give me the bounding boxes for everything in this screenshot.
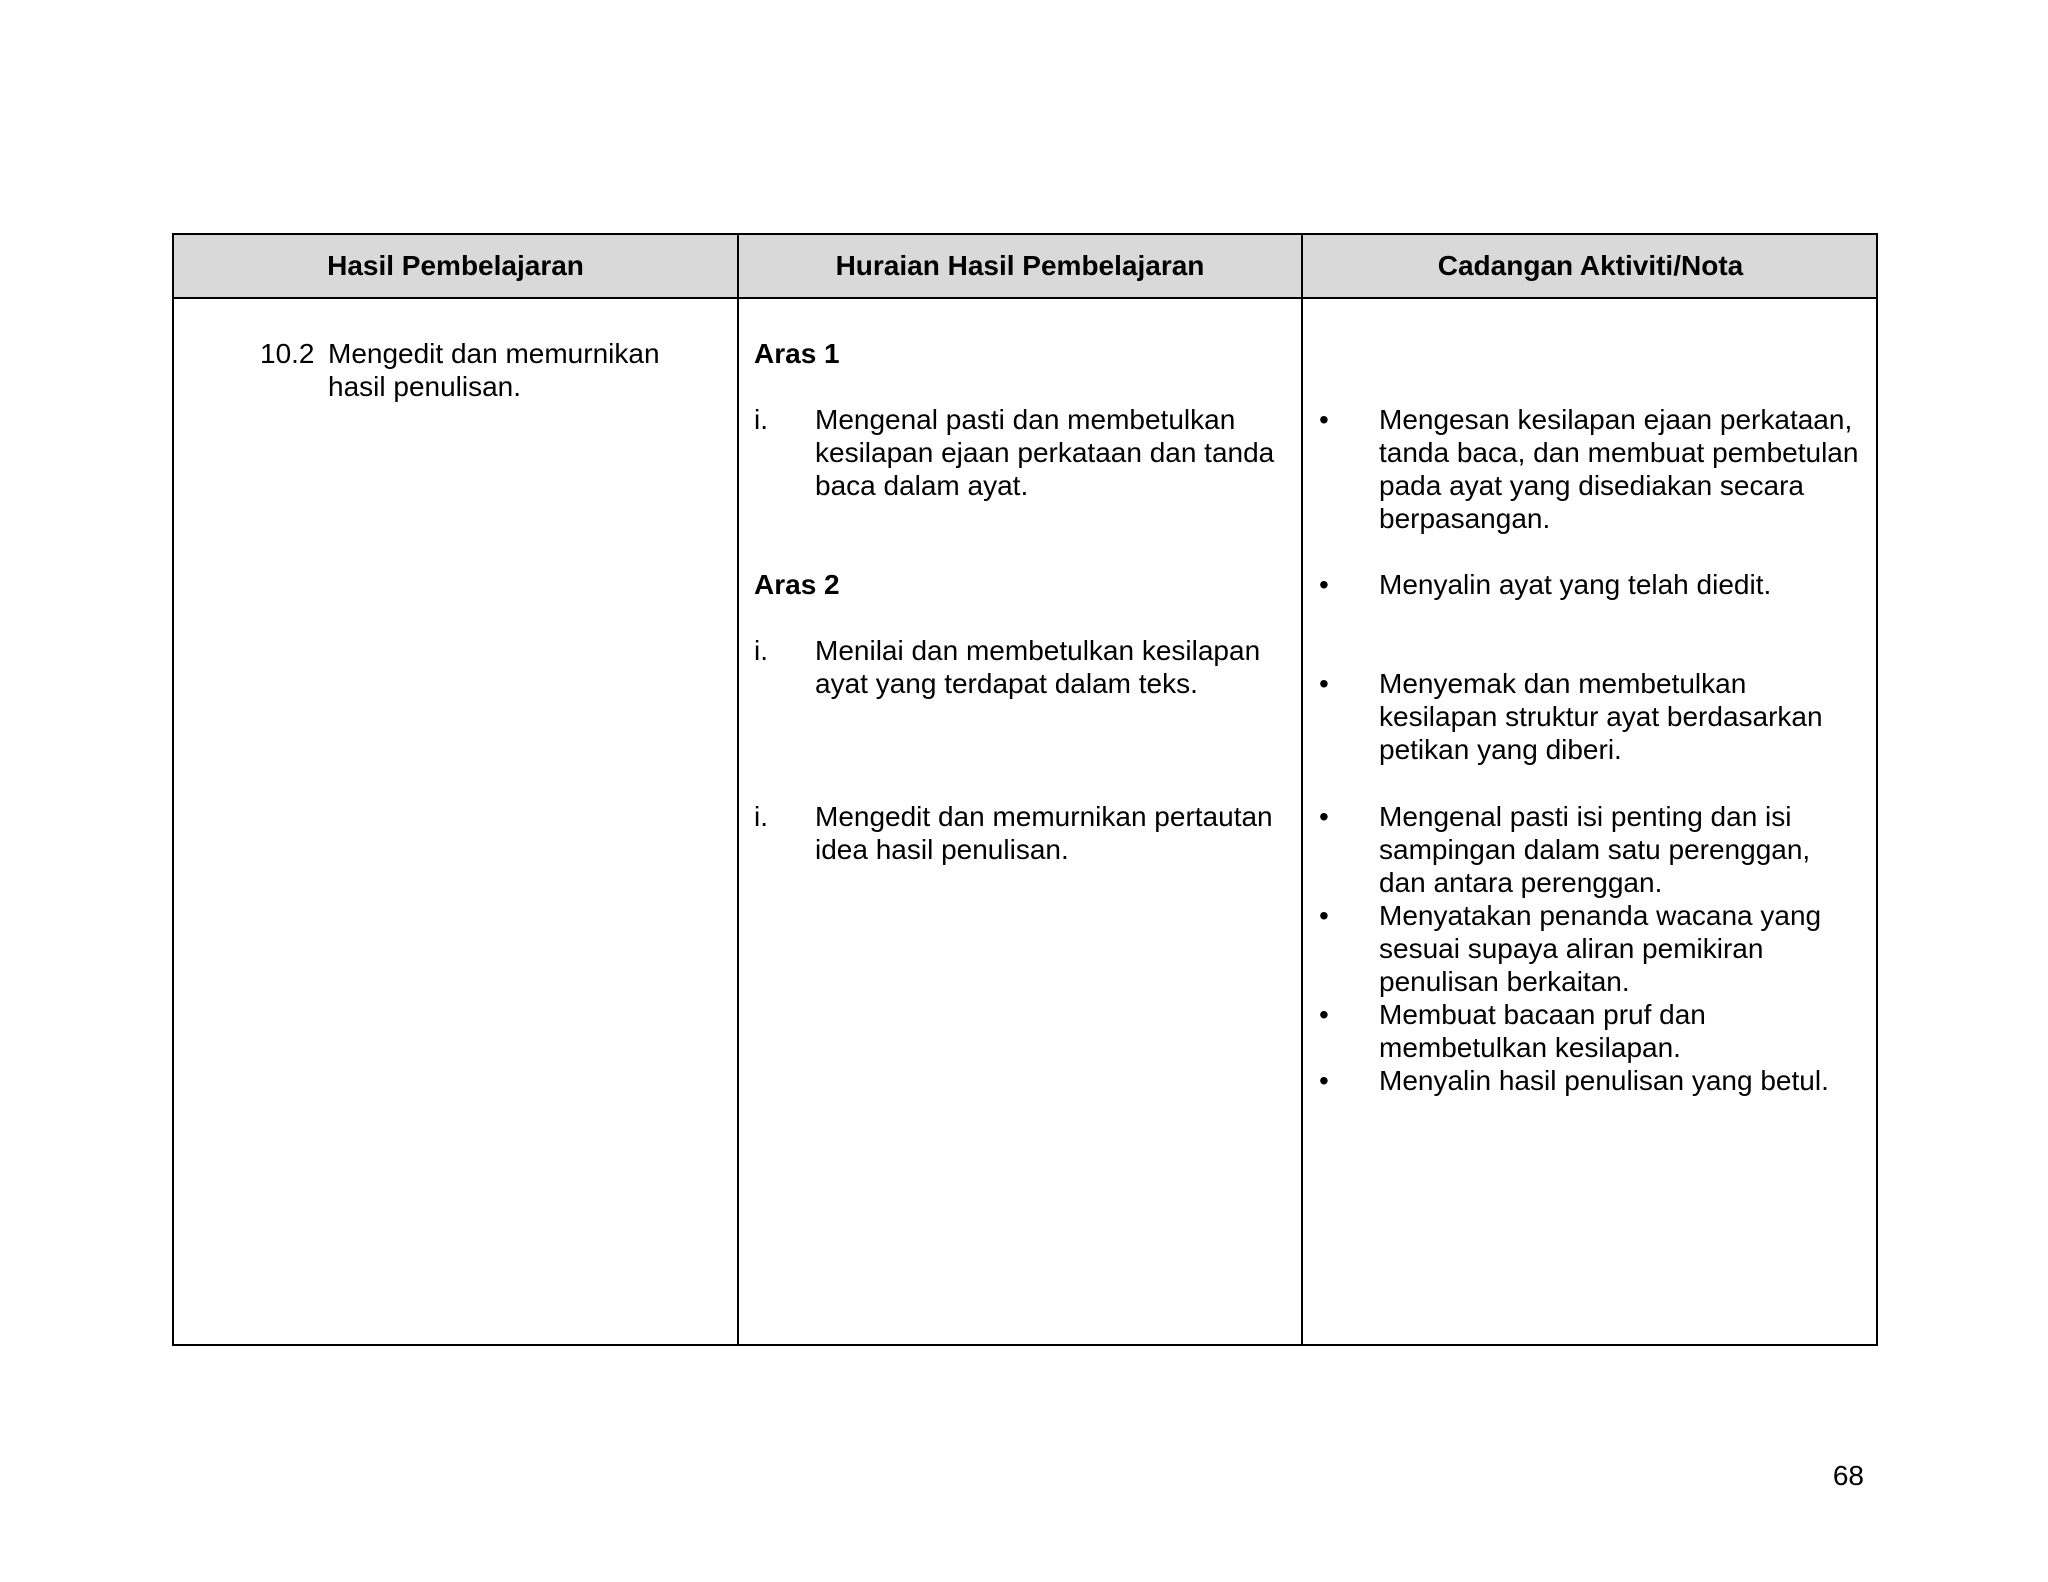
activity-line: Menyalin ayat yang telah diedit. xyxy=(1379,569,1772,600)
activity-line: berpasangan. xyxy=(1379,503,1551,534)
activity-line: dan antara perenggan. xyxy=(1379,867,1663,898)
header-cadangan-aktiviti: Cadangan Aktiviti/Nota xyxy=(1437,250,1744,281)
activity-line: Menyatakan penanda wacana yang xyxy=(1379,900,1822,931)
description-line: Menilai dan membetulkan kesilapan xyxy=(815,635,1261,666)
column-divider xyxy=(737,235,739,1344)
learning-outcome-line: Mengedit dan memurnikan xyxy=(328,338,660,369)
list-marker: i. xyxy=(754,801,768,832)
activity-line: Mengesan kesilapan ejaan perkataan, xyxy=(1379,404,1853,435)
activity-line: sesuai supaya aliran pemikiran xyxy=(1379,933,1764,964)
description-line: Mengedit dan memurnikan pertautan xyxy=(815,801,1273,832)
activity-line: Membuat bacaan pruf dan xyxy=(1379,999,1706,1030)
description-line: idea hasil penulisan. xyxy=(815,834,1069,865)
activity-line: tanda baca, dan membuat pembetulan xyxy=(1379,437,1859,468)
description-line: baca dalam ayat. xyxy=(815,470,1029,501)
description-line: ayat yang terdapat dalam teks. xyxy=(815,668,1198,699)
bullet: • xyxy=(1319,668,1329,699)
activity-line: Menyalin hasil penulisan yang betul. xyxy=(1379,1065,1829,1096)
list-marker: i. xyxy=(754,635,768,666)
activity-line: pada ayat yang disediakan secara xyxy=(1379,470,1804,501)
learning-outcome-number: 10.2 xyxy=(260,338,315,369)
aras-2-heading: Aras 2 xyxy=(754,569,840,600)
activity-line: penulisan berkaitan. xyxy=(1379,966,1630,997)
activity-line: Menyemak dan membetulkan xyxy=(1379,668,1747,699)
header-hasil-pembelajaran: Hasil Pembelajaran xyxy=(327,250,584,281)
list-marker: i. xyxy=(754,404,768,435)
activity-line: Mengenal pasti isi penting dan isi xyxy=(1379,801,1792,832)
bullet: • xyxy=(1319,999,1329,1030)
activity-line: membetulkan kesilapan. xyxy=(1379,1032,1681,1063)
header-huraian-hasil-pembelajaran: Huraian Hasil Pembelajaran xyxy=(835,250,1205,281)
curriculum-table xyxy=(172,233,1878,1346)
bullet: • xyxy=(1319,569,1329,600)
activity-line: kesilapan struktur ayat berdasarkan xyxy=(1379,701,1823,732)
bullet: • xyxy=(1319,404,1329,435)
learning-outcome-line: hasil penulisan. xyxy=(328,371,522,402)
bullet: • xyxy=(1319,900,1329,931)
activity-line: petikan yang diberi. xyxy=(1379,734,1622,765)
page-number: 68 xyxy=(1832,1460,1864,1491)
description-line: kesilapan ejaan perkataan dan tanda xyxy=(815,437,1275,468)
aras-1-heading: Aras 1 xyxy=(754,338,840,369)
bullet: • xyxy=(1319,801,1329,832)
bullet: • xyxy=(1319,1065,1329,1096)
activity-line: sampingan dalam satu perenggan, xyxy=(1379,834,1811,865)
column-divider xyxy=(1301,235,1303,1344)
description-line: Mengenal pasti dan membetulkan xyxy=(815,404,1236,435)
